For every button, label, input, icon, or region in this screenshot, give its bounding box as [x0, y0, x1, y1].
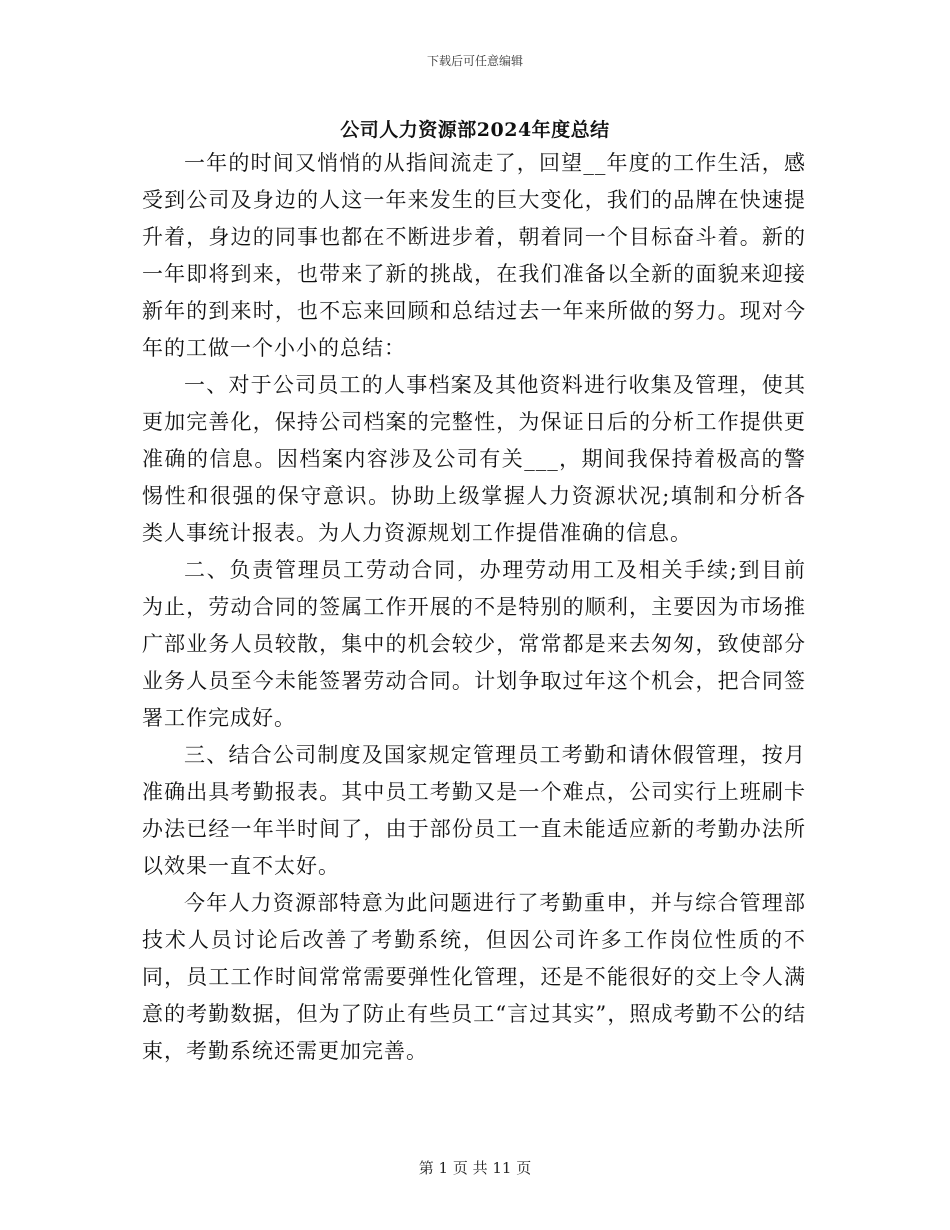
page-number: 第 1 页 共 11 页 — [418, 1159, 532, 1177]
paragraph-item-2: 二、负责管理员工劳动合同，办理劳动用工及相关手续;到目前为止，劳动合同的签属工作开展的不是特别的顺利，主要因为市场推广部业务人员较散，集中的机会较少，常常都是来去匆匆，致使部分业务人员至今未能签署劳动合同。计划争取过年这个机会，把合同签署工作完成好。 — [142, 558, 806, 730]
document-title: 公司人力资源部2024年度总结 — [340, 119, 610, 141]
header-note: 下载后可任意编辑 — [426, 54, 523, 68]
paragraph-attendance: 今年人力资源部特意为此问题进行了考勤重申，并与综合管理部技术人员讨论后改善了考勤系统，但因公司许多工作岗位性质的不同，员工工作时间常常需要弹性化管理，还是不能很好的交上令人满意的考勤数据，但为了防止有些员工“言过其实”，照成考勤不公的结束，考勤系统还需更加完善。 — [142, 891, 806, 1063]
paragraph-item-3: 三、结合公司制度及国家规定管理员工考勤和请休假管理，按月准确出具考勤报表。其中员工考勤又是一个难点，公司实行上班刷卡办法已经一年半时间了，由于部份员工一直未能适应新的考勤办法所以效果一直不太好。 — [142, 743, 806, 878]
paragraph-intro: 一年的时间又悄悄的从指间流走了，回望__年度的工作生活，感受到公司及身边的人这一年来发生的巨大变化，我们的品牌在快速提升着，身边的同事也都在不断进步着，朝着同一个目标奋斗着。新的一年即将到来，也带来了新的挑战，在我们准备以全新的面貌来迎接新年的到来时，也不忘来回顾和总结过去一年来所做的努力。现对今年的工做一个小小的总结： — [142, 151, 806, 360]
document-body — [142, 145, 806, 1070]
paragraph-item-1: 一、对于公司员工的人事档案及其他资料进行收集及管理，使其更加完善化，保持公司档案的完整性，为保证日后的分析工作提供更准确的信息。因档案内容涉及公司有关___，期间我保持着极高的警惕性和很强的保守意识。协助上级掌握人力资源状况;填制和分析各类人事统计报表。为人力资源规划工作提借准确的信息。 — [142, 373, 806, 545]
